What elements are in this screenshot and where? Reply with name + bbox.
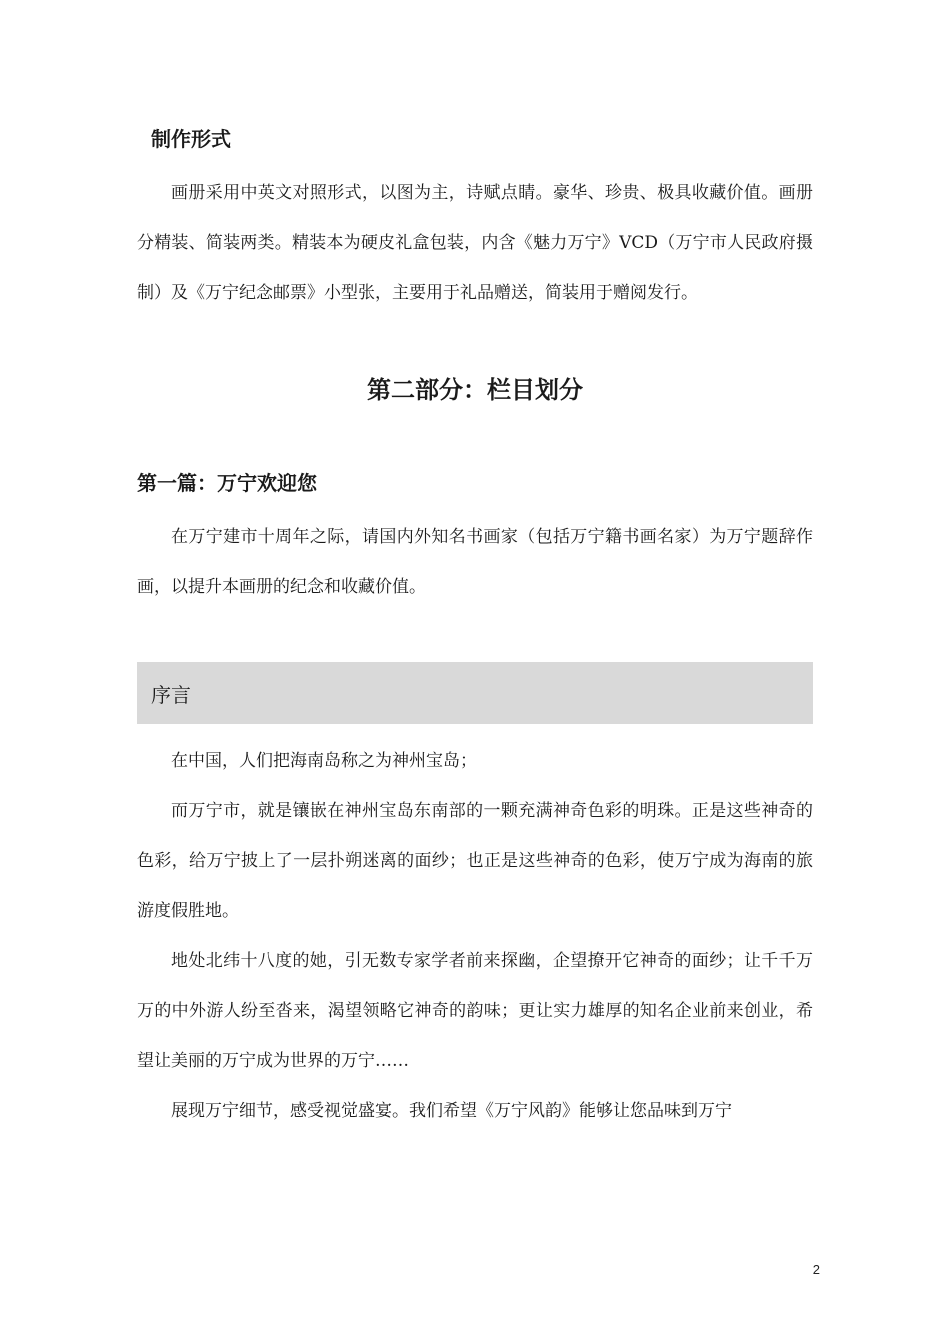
page-number: 2	[812, 1262, 820, 1277]
preface-paragraph-4: 展现万宁细节，感受视觉盛宴。我们希望《万宁风韵》能够让您品味到万宁	[171, 1101, 732, 1121]
preface-paragraph-2: 而万宁市，就是镶嵌在神州宝岛东南部的一颗充满神奇色彩的明珠。正是这些神奇的色彩，给万宁披上了一层扑朔迷离的面纱；也正是这些神奇的色彩，使万宁成为海南的旅游度假胜地。	[137, 801, 813, 921]
preface-paragraph-1: 在中国，人们把海南岛称之为神州宝岛；	[171, 751, 477, 771]
section-heading-production-form: 制作形式	[151, 127, 231, 151]
part-two-title: 第二部分：栏目划分	[367, 375, 583, 404]
page-content	[137, 118, 813, 1136]
chapter-one-title: 第一篇：万宁欢迎您	[137, 471, 317, 495]
preface-header-box	[137, 662, 813, 724]
preface-title: 序言	[151, 682, 191, 707]
chapter-one-paragraph: 在万宁建市十周年之际，请国内外知名书画家（包括万宁籍书画名家）为万宁题辞作画，以提升本画册的纪念和收藏价值。	[137, 527, 813, 597]
preface-paragraph-3: 地处北纬十八度的她，引无数专家学者前来探幽，企望撩开它神奇的面纱；让千千万万的中外游人纷至沓来，渴望领略它神奇的韵味；更让实力雄厚的知名企业前来创业，希望让美丽的万宁成为世界的万宁……	[137, 951, 813, 1071]
production-form-paragraph: 画册采用中英文对照形式，以图为主，诗赋点睛。豪华、珍贵、极具收藏价值。画册分精装、简装两类。精装本为硬皮礼盒包装，内含《魅力万宁》VCD（万宁市人民政府摄制）及《万宁纪念邮票》小型张，主要用于礼品赠送，简装用于赠阅发行。	[137, 183, 813, 303]
